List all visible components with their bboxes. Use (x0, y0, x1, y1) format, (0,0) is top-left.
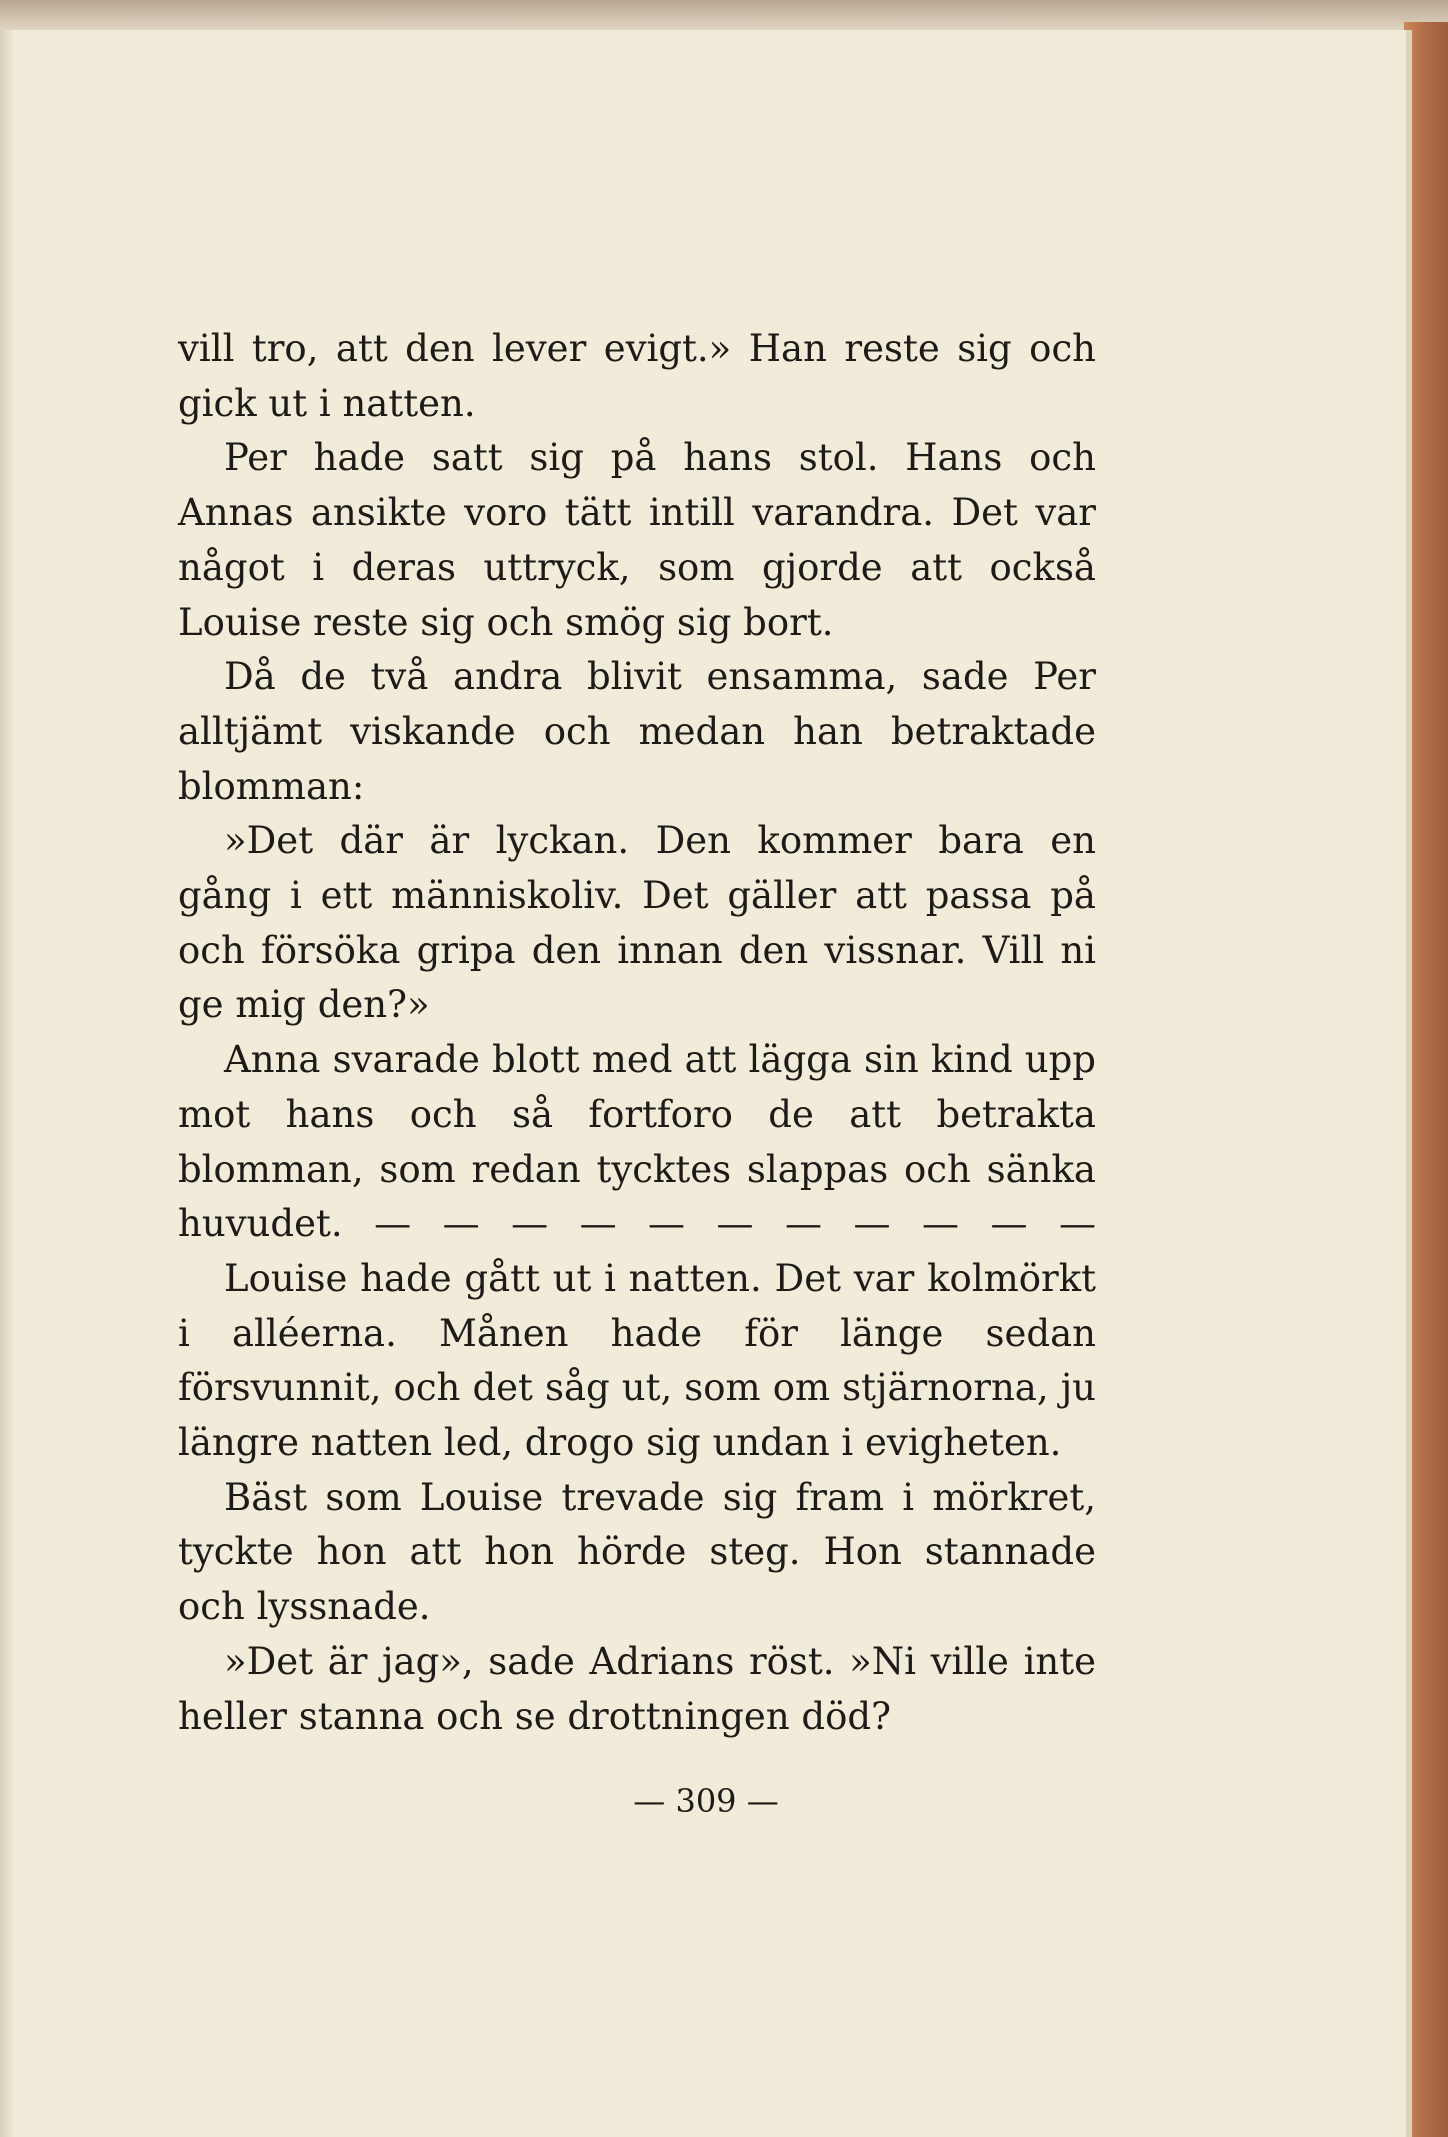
paragraph: »Det där är lyckan. Den kommer bara en gång i ett människoliv. Det gäller att passa på och försöka gripa den innan den vissnar. Vill ni ge mig den?» (178, 819, 1096, 1027)
paragraph: Då de två andra blivit ensamma, sade Per alltjämt viskande och medan han betraktade blomman: (178, 655, 1096, 808)
body-text (178, 322, 1096, 1744)
paragraph: Bäst som Louise trevade sig fram i mörkret, tyckte hon att hon hörde steg. Hon stannade och lyssnade. (178, 1475, 1096, 1629)
page-gutter (0, 30, 14, 2137)
paragraph: »Det är jag», sade Adrians röst. »Ni ville inte heller stanna och se drottningen död? (178, 1639, 1096, 1738)
page-top-edge (0, 0, 1448, 34)
paragraph: vill tro, att den lever evigt.» Han reste sig och gick ut i natten. (178, 327, 1096, 425)
paragraph: Anna svarade blott med att lägga sin kind upp mot hans och så fortforo de att betrakta blomman, som redan tycktes slappas och sänka huvudet. — — — — — — — — — — — (178, 1038, 1096, 1246)
paragraph: Per hade satt sig på hans stol. Hans och Annas ansikte voro tätt intill varandra. Det var något i deras uttryck, som gjorde att också Louise reste sig och smög sig bort. (178, 436, 1096, 644)
paragraph: Louise hade gått ut i natten. Det var kolmörkt i alléerna. Månen hade för länge sedan försvunnit, och det såg ut, som om stjärnorna, ju längre natten led, drogo sig undan i evigheten. (178, 1256, 1096, 1465)
page-number: — 309 — (633, 1782, 779, 1820)
